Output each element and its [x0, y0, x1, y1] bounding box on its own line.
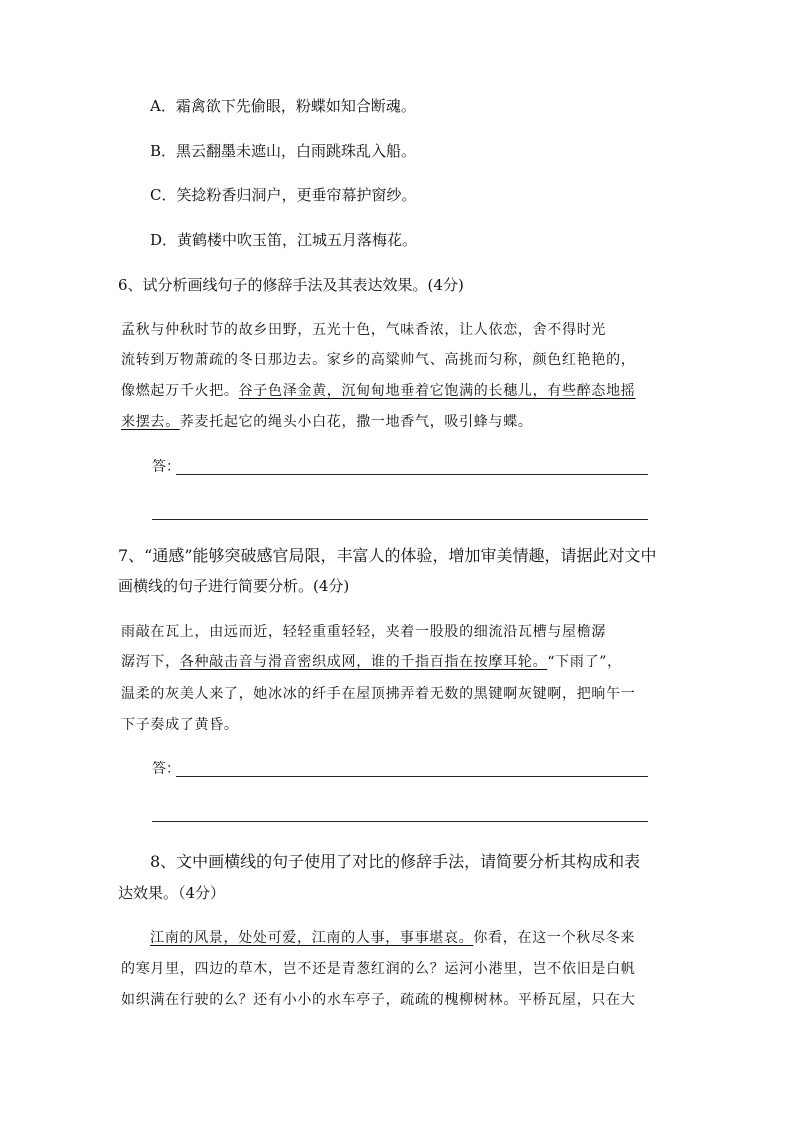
q8-passage-line-3: 如织满在行驶的么？还有小小的水车亭子，疏疏的槐柳树林。平桥瓦屋，只在大: [121, 992, 636, 1008]
question-8-title-line-1: 8、文中画横线的句子使用了对比的修辞手法，请简要分析其构成和表: [150, 852, 641, 871]
q6-passage-line-2: 流转到万物萧疏的冬日那边去。家乡的高粱帅气、高挑而匀称，颜色红艳艳的，: [121, 352, 636, 368]
question-8-title-line-2: 达效果。（4分）: [118, 884, 226, 902]
option-d: D．黄鹤楼中吹玉笛，江城五月落梅花。: [150, 231, 418, 249]
q6-passage-line-3: [121, 381, 636, 401]
question-7-title-line-1: 7、“通感”能够突破感官局限，丰富人的体验，增加审美情趣，请据此对文中: [118, 546, 657, 565]
q7-plain-text-tail: “下雨了”，: [547, 654, 622, 670]
option-a: A．霜禽欲下先偷眼，粉蝶如知合断魂。: [150, 97, 416, 115]
q8-passage-line-2: 的寒月里，四边的草木，岂不还是青葱红润的么？运河小港里，岂不依旧是白帆: [121, 961, 636, 977]
q6-passage-line-4: [121, 412, 533, 432]
q7-underlined-sentence: 各种敲击音与滑音密织成网，谁的千指百指在按摩耳轮。: [179, 654, 548, 670]
question-6-title: 6、试分析画线句子的修辞手法及其表达效果。(4分): [118, 276, 464, 294]
q7-answer-label: 答：: [152, 761, 180, 777]
q6-passage-line-1: 孟秋与仲秋时节的故乡田野，五光十色，气味香浓，让人依恋，舍不得时光: [121, 322, 607, 338]
q8-underlined-sentence: 江南的风景，处处可爱，江南的人事，事事堪哀。: [150, 930, 474, 946]
q6-answer-label: 答：: [152, 459, 180, 475]
q7-passage-line-2: [121, 652, 622, 672]
q8-passage-line-1: [150, 928, 635, 948]
q7-passage-line-4: 下子奏成了黄昏。: [121, 717, 239, 733]
option-b: B．黑云翻墨未遮山，白雨跳珠乱入船。: [150, 142, 417, 160]
q7-passage-line-3: 温柔的灰美人来了，她冰冰的纤手在屋顶拂弄着无数的黑键啊灰键啊，把晌午一: [121, 686, 636, 702]
q7-answer-line-1[interactable]: [176, 776, 648, 777]
option-c: C．笑捻粉香归洞户，更垂帘幕护窗纱。: [150, 186, 417, 204]
q6-answer-line-1[interactable]: [176, 474, 648, 475]
q6-underlined-sentence-end: 来摆去。: [121, 414, 180, 430]
question-7-title-line-2: 画横线的句子进行简要分析。(4分): [118, 577, 350, 595]
q6-answer-line-2[interactable]: [152, 519, 648, 520]
q6-plain-text: 像燃起万千火把。: [121, 383, 239, 399]
q8-plain-text: 你看，在这一个秋尽冬来: [473, 930, 636, 946]
q7-plain-text: 潺泻下，: [121, 654, 180, 670]
q6-plain-text-end: 荞麦托起它的绳头小白花，撒一地香气，吸引蜂与蝶。: [179, 414, 533, 430]
q7-answer-line-2[interactable]: [152, 821, 648, 822]
q6-underlined-sentence: 谷子色泽金黄，沉甸甸地垂着它饱满的长穗儿，有些醉态地摇: [238, 383, 636, 399]
q7-passage-line-1: 雨敲在瓦上，由远而近，轻轻重重轻轻，夹着一股股的细流沿瓦槽与屋檐潺: [121, 624, 607, 640]
